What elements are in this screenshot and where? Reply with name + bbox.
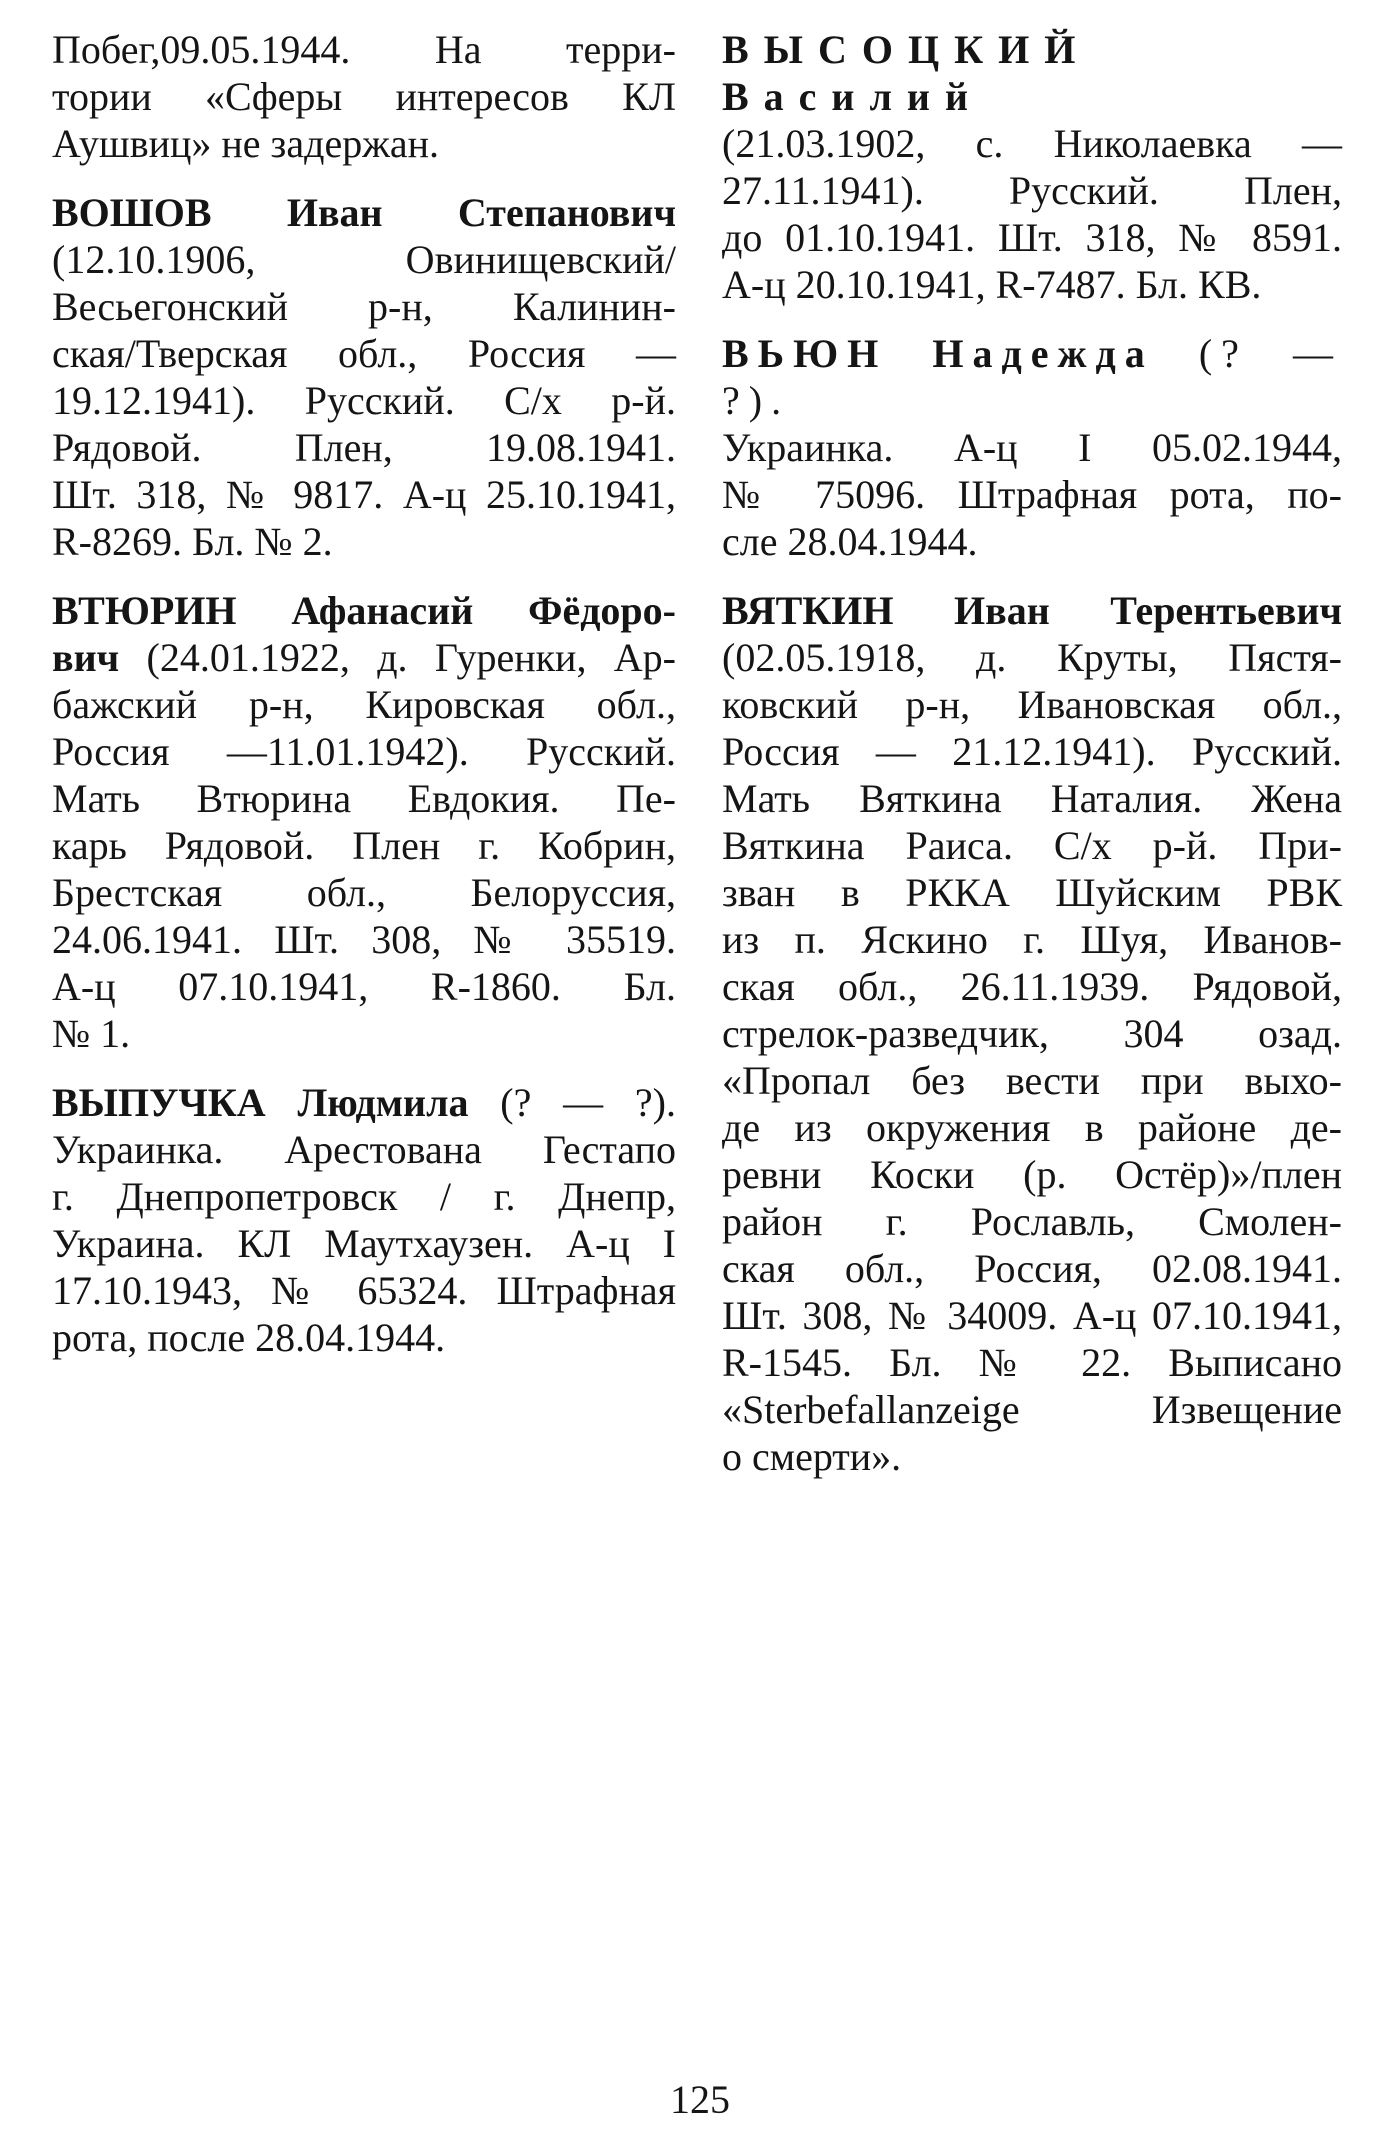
entry-body-text: ская обл., 26.11.1939. Рядовой, <box>722 964 1342 1009</box>
registry-entry-voshov <box>52 189 676 565</box>
entry-body-text: тории «Сферы интересов КЛ <box>52 74 676 119</box>
registry-entry-continuation <box>52 26 676 167</box>
entry-body-text: г. Днепропетровск / г. Днепр, <box>52 1174 676 1219</box>
entry-body-text: зван в РККА Шуйским РВК <box>722 870 1342 915</box>
entry-body-text: «Sterbefallanzeige Извещение <box>722 1387 1342 1432</box>
registry-entry-vtyurin <box>52 587 676 1057</box>
entry-name-text: ВЬЮН Надежда <box>722 331 1154 376</box>
entry-body-text: А-ц 20.10.1941, R-7487. Бл. КВ. <box>722 262 1262 307</box>
text-line <box>52 775 676 822</box>
text-line <box>722 681 1342 728</box>
entry-body-text: до 01.10.1941. Шт. 318, № 8591. <box>722 215 1342 260</box>
text-line <box>52 728 676 775</box>
entry-body-text: 24.06.1941. Шт. 308, № 35519. <box>52 917 676 962</box>
text-line <box>722 728 1342 775</box>
text-line <box>722 869 1342 916</box>
text-line <box>722 518 1342 565</box>
text-line <box>722 775 1342 822</box>
left-column <box>52 26 676 1361</box>
entry-body-text: район г. Рославль, Смолен- <box>722 1199 1342 1244</box>
entry-body-text: «Пропал без вести при выхо- <box>722 1058 1342 1103</box>
entry-body-text: (24.01.1922, д. Гуренки, Ар- <box>119 635 676 680</box>
entry-body-text: ковский р-н, Ивановская обл., <box>722 682 1342 727</box>
text-line <box>722 587 1342 634</box>
entry-body-text: ревни Коски (р. Остёр)»/плен <box>722 1152 1342 1197</box>
entry-body-text: из п. Яскино г. Шуя, Иванов- <box>722 917 1342 962</box>
entry-body-text: Вяткина Раиса. С/х р-й. При- <box>722 823 1342 868</box>
entry-body-text: 19.12.1941). Русский. С/х р-й. <box>52 378 676 423</box>
text-line <box>722 1245 1342 1292</box>
entry-name-text: вич <box>52 635 120 680</box>
text-line <box>722 120 1342 167</box>
text-line <box>722 1198 1342 1245</box>
text-line <box>722 424 1342 471</box>
text-line <box>52 1010 676 1057</box>
entry-body-text: о смерти». <box>722 1434 902 1479</box>
text-line <box>722 1339 1342 1386</box>
entry-body-text: Рядовой. Плен, 19.08.1941. <box>52 425 676 470</box>
text-line <box>722 471 1342 518</box>
entry-body-text: ская обл., Россия, 02.08.1941. <box>722 1246 1342 1291</box>
entry-name-text: ВЫСОЦКИЙ Василий <box>722 27 1091 119</box>
entry-body-text: № 1. <box>52 1011 131 1056</box>
text-line <box>52 424 676 471</box>
text-line <box>52 634 676 681</box>
text-line <box>52 120 676 167</box>
text-line <box>52 1220 676 1267</box>
text-line <box>52 1314 676 1361</box>
text-line <box>722 26 1342 120</box>
entry-body-text: 17.10.1943, № 65324. Штрафная <box>52 1268 676 1313</box>
registry-entry-vyun <box>722 330 1342 565</box>
entry-body-text: 27.11.1941). Русский. Плен, <box>722 168 1342 213</box>
text-line <box>722 1386 1342 1433</box>
text-line <box>722 330 1342 424</box>
entry-body-text: Украина. КЛ Маутхаузен. А-ц I <box>52 1221 676 1266</box>
text-line <box>52 869 676 916</box>
text-line <box>52 681 676 728</box>
entry-body-text: Весьегонский р-н, Калинин- <box>52 284 676 329</box>
text-line <box>52 963 676 1010</box>
entry-name-text: ВТЮРИН Афанасий Фёдоро- <box>52 588 676 633</box>
text-line <box>52 283 676 330</box>
text-line <box>52 377 676 424</box>
entry-body-text: R-1545. Бл. № 22. Выписано <box>722 1340 1342 1385</box>
text-line <box>52 822 676 869</box>
text-line <box>722 167 1342 214</box>
entry-body-text: стрелок-разведчик, 304 озад. <box>722 1011 1342 1056</box>
entry-body-text: сле 28.04.1944. <box>722 519 978 564</box>
entry-body-text: Аушвиц» не задержан. <box>52 121 440 166</box>
entry-body-text: бажский р-н, Кировская обл., <box>52 682 676 727</box>
entry-name-text: ВЯТКИН Иван Терентьевич <box>722 588 1342 633</box>
text-line <box>722 916 1342 963</box>
text-line <box>722 261 1342 308</box>
text-line <box>722 1057 1342 1104</box>
text-line <box>722 822 1342 869</box>
entry-body-text: R-8269. Бл. № 2. <box>52 519 333 564</box>
entry-body-text: Брестская обл., Белоруссия, <box>52 870 676 915</box>
page-number: 125 <box>670 2077 730 2122</box>
text-line <box>722 1104 1342 1151</box>
text-line <box>52 916 676 963</box>
entry-body-text: карь Рядовой. Плен г. Кобрин, <box>52 823 676 868</box>
entry-body-text: Побег,09.05.1944. На терри- <box>52 27 676 72</box>
entry-name-text: ВЫПУЧКА Людмила <box>52 1080 469 1125</box>
entry-body-text: Мать Втюрина Евдокия. Пе- <box>52 776 676 821</box>
text-line <box>52 1267 676 1314</box>
text-line <box>52 330 676 377</box>
text-line <box>52 1126 676 1173</box>
text-line <box>722 634 1342 681</box>
entry-body-text: ская/Тверская обл., Россия — <box>52 331 676 376</box>
registry-entry-vypuchka <box>52 1079 676 1361</box>
text-line <box>722 1433 1342 1480</box>
entry-body-text: Шт. 318, № 9817. А-ц 25.10.1941, <box>52 472 676 517</box>
entry-body-text: Мать Вяткина Наталия. Жена <box>722 776 1342 821</box>
entry-name-text: ВОШОВ Иван Степанович <box>52 190 676 235</box>
entry-body-text: (12.10.1906, Овинищевский/ <box>52 237 676 282</box>
text-line <box>52 587 676 634</box>
registry-entry-vyatkin <box>722 587 1342 1480</box>
entry-body-text: (? — ?). <box>722 331 1342 423</box>
text-line <box>722 214 1342 261</box>
text-line <box>52 73 676 120</box>
text-line <box>52 26 676 73</box>
text-line <box>722 1010 1342 1057</box>
right-column <box>722 26 1342 1480</box>
entry-body-text: Россия —11.01.1942). Русский. <box>52 729 676 774</box>
entry-body-text: рота, после 28.04.1944. <box>52 1315 446 1360</box>
text-line <box>52 1173 676 1220</box>
registry-entry-vysotsky <box>722 26 1342 308</box>
entry-body-text: (21.03.1902, с. Николаевка — <box>722 121 1342 166</box>
entry-body-text: Россия — 21.12.1941). Русский. <box>722 729 1342 774</box>
entry-body-text: де из окружения в районе де- <box>722 1105 1342 1150</box>
entry-body-text: Украинка. Арестована Гестапо <box>52 1127 676 1172</box>
entry-body-text: А-ц 07.10.1941, R-1860. Бл. <box>52 964 676 1009</box>
text-line <box>722 1292 1342 1339</box>
entry-body-text: (? — ?). <box>468 1080 676 1125</box>
text-line <box>52 471 676 518</box>
entry-body-text: Шт. 308, № 34009. А-ц 07.10.1941, <box>722 1293 1342 1338</box>
text-line <box>722 1151 1342 1198</box>
text-line <box>52 189 676 236</box>
text-line <box>52 518 676 565</box>
entry-body-text: (02.05.1918, д. Круты, Пястя- <box>722 635 1342 680</box>
entry-body-text: № 75096. Штрафная рота, по- <box>722 472 1342 517</box>
text-line <box>52 236 676 283</box>
entry-body-text: Украинка. А-ц I 05.02.1944, <box>722 425 1342 470</box>
text-line <box>52 1079 676 1126</box>
text-line <box>722 963 1342 1010</box>
